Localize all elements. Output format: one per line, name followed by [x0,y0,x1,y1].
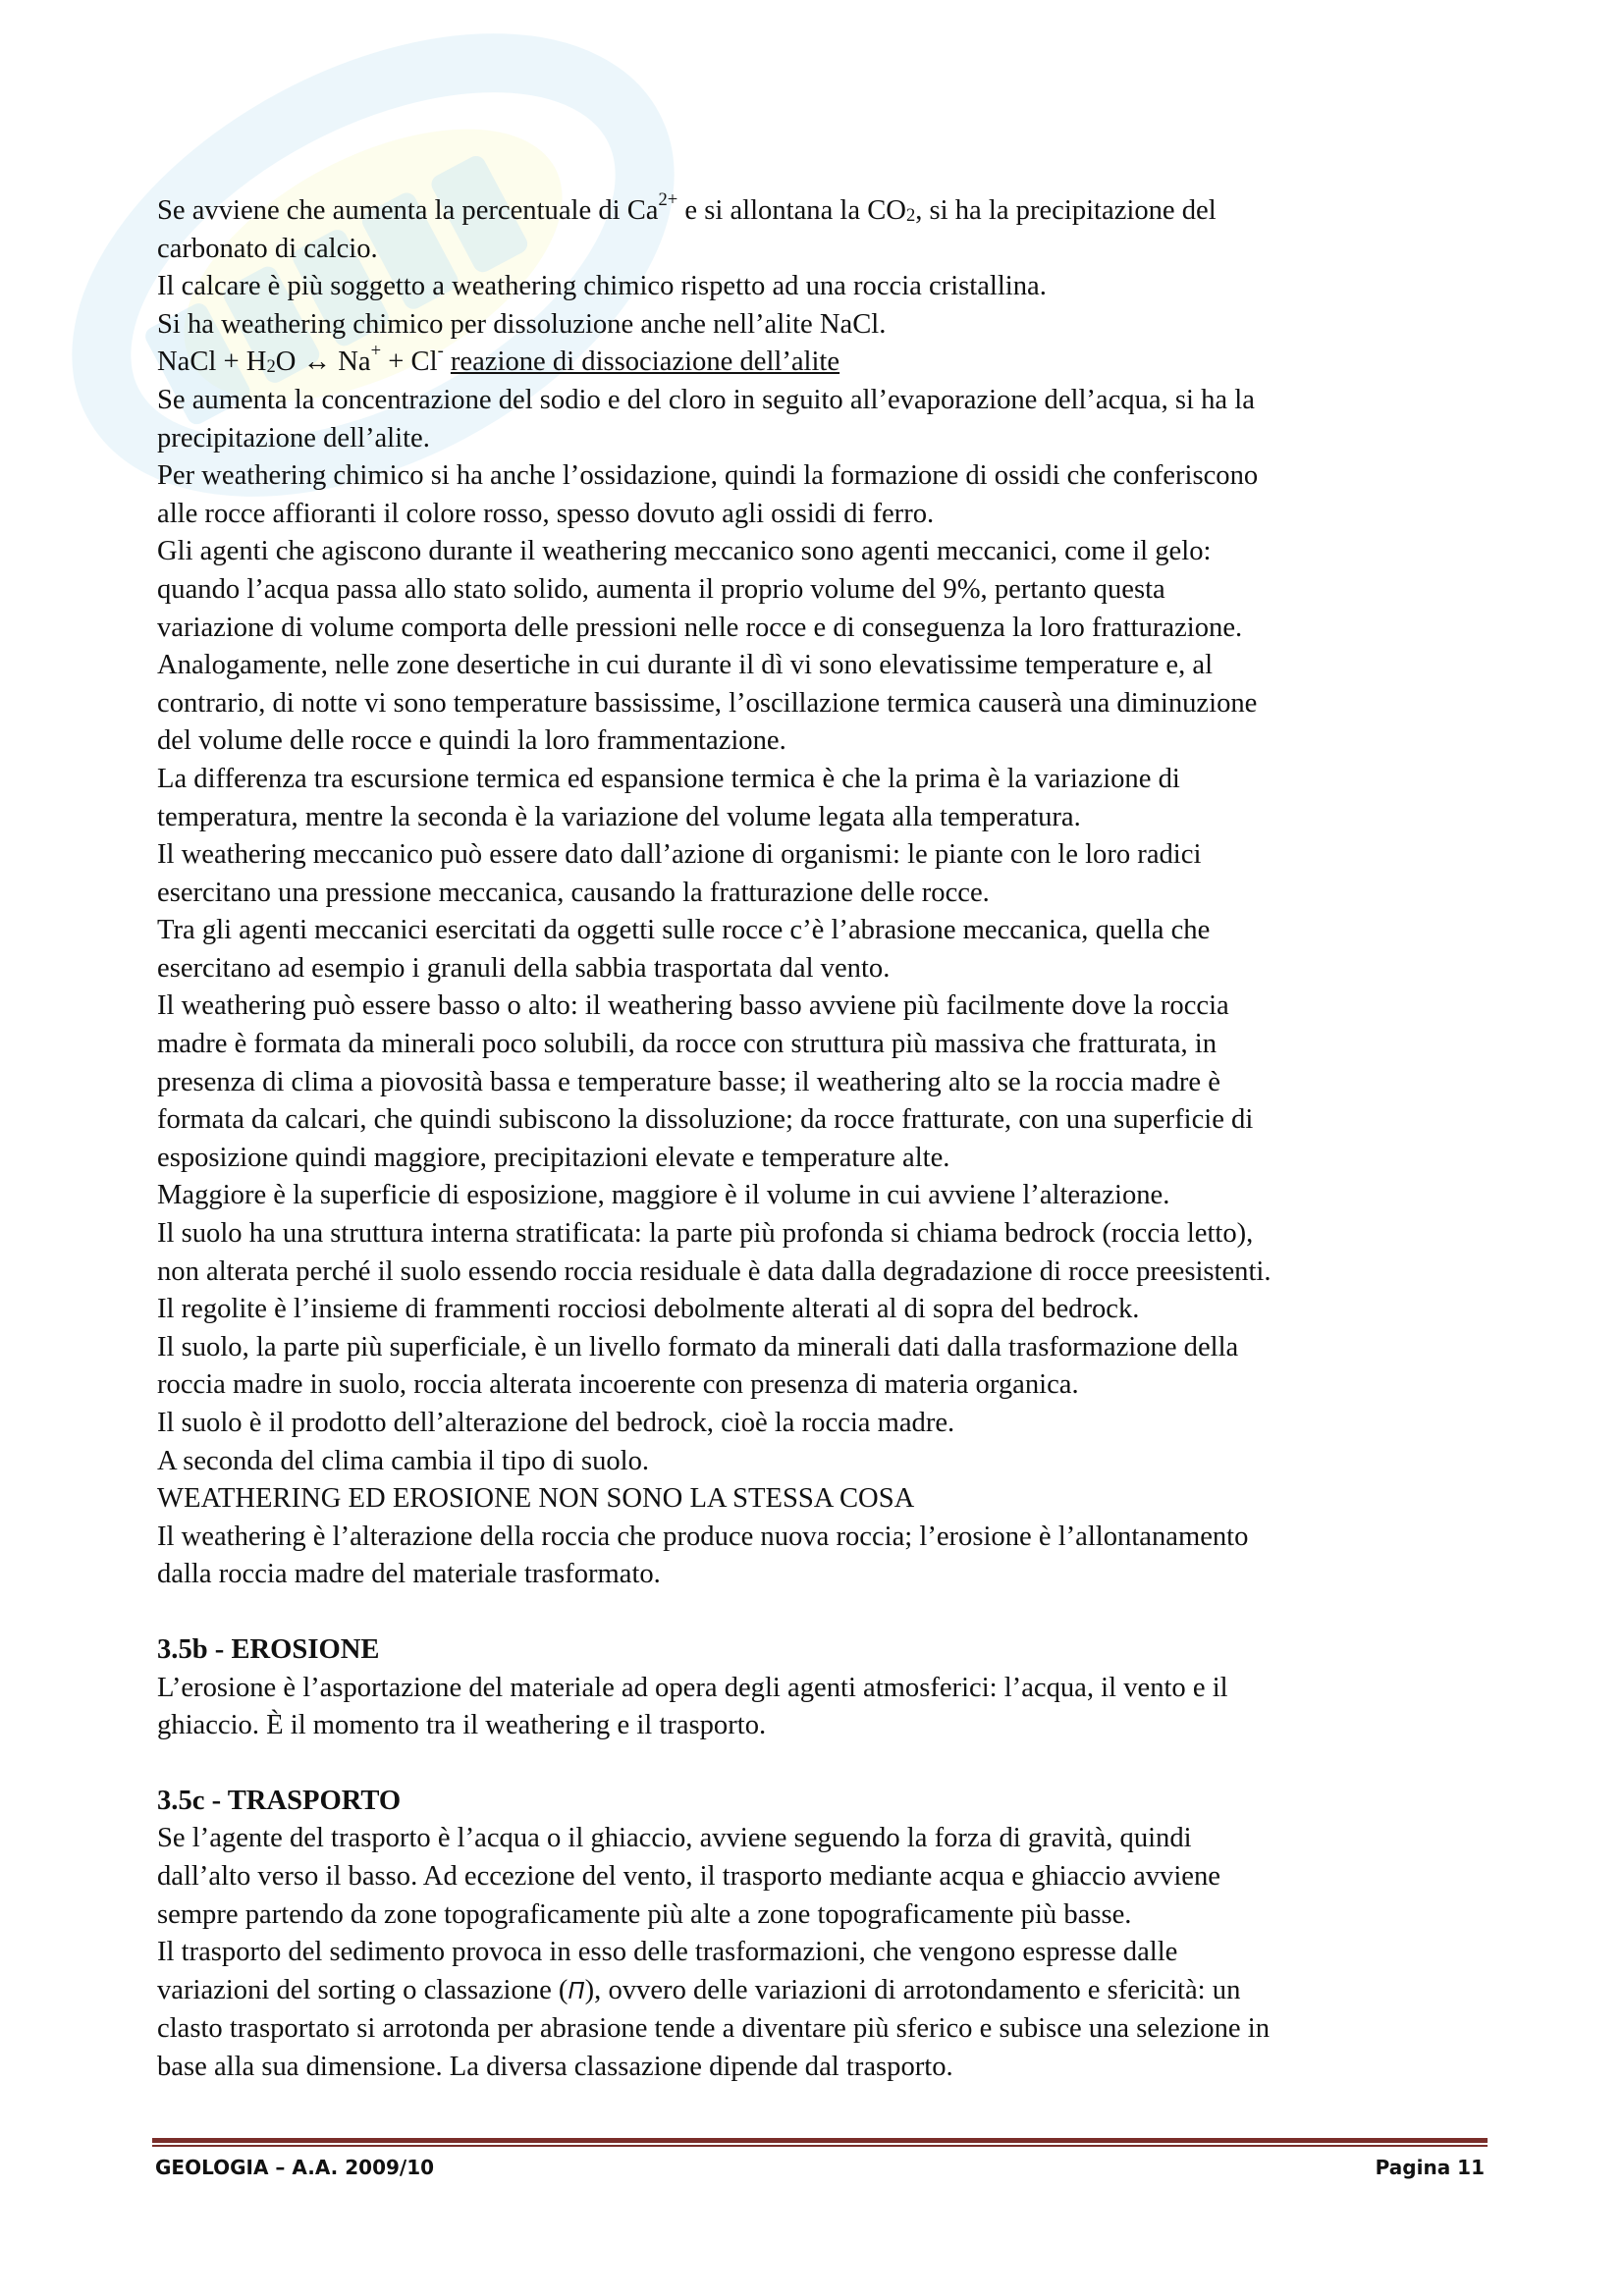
text-line [157,761,1492,799]
erosione-line-2: ghiaccio. È il momento tra il weathering e il trasporto. [157,1710,767,1741]
text-line [157,950,1492,988]
text-line [157,1101,1492,1140]
text-line [157,685,1492,723]
text-run: Per weathering chimico si ha anche l’ossidazione, quindi la formazione di ossidi che conferiscono [157,460,1259,492]
text-run: Il suolo è il prodotto dell’alterazione del bedrock, cioè la roccia madre. [157,1408,955,1438]
text-run: del volume delle rocce e quindi la loro frammentazione. [157,725,786,757]
text-line [157,533,1492,571]
trasporto-line-5-before: variazioni del sorting o classazione ( [157,1974,568,2005]
superscript: 2+ [658,189,678,211]
trasporto-line-3: sempre partendo da zone topograficamente più alte a zone topograficamente più basse. [157,1898,1132,1930]
text-run: Analogamente, nelle zone desertiche in cui durante il dì vi sono elevatissime temperature e, al [157,650,1214,681]
text-run: presenza di clima a piovosità bassa e temperature basse; il weathering alto se la roccia madre è [157,1066,1220,1097]
text-run: Il regolite è l’insieme di frammenti rocciosi debolmente alterati al di sopra del bedrock. [157,1294,1140,1325]
text-line [157,1556,1492,1594]
erosione-line-1: L’erosione è l’asportazione del materiale ad opera degli agenti atmosferici: l’acqua, il vento e il [157,1672,1228,1703]
text-run: Gli agenti che agiscono durante il weathering meccanico sono agenti meccanici, come il gelo: [157,536,1212,567]
text-line [157,1405,1492,1443]
text-run [444,347,451,377]
document-body [157,189,1492,2087]
footer-rule-thin [152,2145,1488,2147]
text-run: Il suolo, la parte più superficiale, è un livello formato da minerali dati dalla trasformazione della [157,1331,1239,1362]
text-line [157,571,1492,610]
text-line [157,1254,1492,1292]
text-run: Il weathering meccanico può essere dato dall’azione di organismi: le piante con le loro radici [157,839,1202,871]
footer-course: GEOLOGIA – A.A. 2009/10 [155,2156,435,2179]
superscript: + [370,341,382,362]
text-line [157,306,1492,345]
text-run: + Cl [381,347,438,378]
text-line [157,988,1492,1026]
text-run: non alterata perché il suolo essendo roccia residuale è data dalla degradazione di rocce preesistenti. [157,1255,1272,1287]
text-run: O ↔ Na [275,347,371,378]
text-line [157,382,1492,420]
text-run: temperatura, mentre la seconda è la variazione del volume legata alla temperatura. [157,801,1081,832]
text-run: Si ha weathering chimico per dissoluzione anche nell’alite NaCl. [157,308,887,340]
text-line [157,1329,1492,1367]
page-footer [155,2156,1485,2179]
text-run: e si allontana la CO [677,195,906,226]
text-run: Se aumenta la concentrazione del sodio e del cloro in seguito all’evaporazione dell’acqua, si ha la [157,384,1255,415]
text-line [157,231,1492,269]
heading-erosione: 3.5b - EROSIONE [157,1633,380,1665]
superscript: - [437,341,444,362]
text-run: Se avviene che aumenta la percentuale di Ca [157,195,659,226]
underlined-text: reazione di dissociazione dell’alite [450,347,840,378]
text-run: Il suolo ha una struttura interna stratificata: la parte più profonda si chiama bedrock (roccia letto), [157,1218,1254,1250]
paragraphs-block [157,189,1492,1594]
text-run: esercitano ad esempio i granuli della sabbia trasportata dal vento. [157,952,891,984]
text-run: contrario, di notte vi sono temperature bassissime, l’oscillazione termica causerà una diminuzione [157,687,1258,719]
text-line [157,1480,1492,1519]
text-run: roccia madre in suolo, roccia alterata incoerente con presenza di materia organica. [157,1369,1079,1401]
subscript: 2 [905,204,916,226]
text-line [157,912,1492,950]
text-run: Tra gli agenti meccanici esercitati da oggetti sulle rocce c’è l’abrasione meccanica, quella che [157,915,1211,946]
footer-rule-thick [152,2138,1488,2143]
trasporto-line-1: Se l’agente del trasporto è l’acqua o il ghiaccio, avviene seguendo la forza di gravità, quindi [157,1823,1192,1854]
text-run: esercitano una pressione meccanica, causando la fratturazione delle rocce. [157,877,990,908]
text-run: formata da calcari, che quindi subiscono la dissoluzione; da rocce fratturate, con una superficie di [157,1104,1254,1136]
trasporto-line-2: dall’alto verso il basso. Ad eccezione del vento, il trasporto mediante acqua e ghiaccio avviene [157,1860,1220,1892]
text-line [157,1366,1492,1405]
text-line [157,189,1492,231]
text-line [157,1064,1492,1102]
pi-symbol: Π [568,1978,585,2004]
text-line [157,457,1492,496]
text-run: quando l’acqua passa allo stato solido, aumenta il proprio volume del 9%, pertanto questa [157,573,1165,605]
text-line [157,1026,1492,1064]
subscript: 2 [266,356,276,378]
text-run: , si ha la precipitazione del [915,195,1217,226]
text-line [157,1140,1492,1178]
text-run: NaCl + H [157,347,267,378]
text-run: esposizione quindi maggiore, precipitazioni elevate e temperature alte. [157,1142,950,1173]
text-run: dalla roccia madre del materiale trasformato. [157,1559,661,1590]
text-line [157,496,1492,534]
text-run: WEATHERING ED EROSIONE NON SONO LA STESSA COSA [157,1483,915,1515]
text-line [157,1177,1492,1215]
text-run: Maggiore è la superficie di esposizione, maggiore è il volume in cui avviene l’alterazione. [157,1180,1170,1211]
text-line [157,875,1492,913]
text-run: variazione di volume comporta delle pressioni nelle rocce e di conseguenza la loro fratturazione. [157,612,1243,643]
text-run: A seconda del clima cambia il tipo di suolo. [157,1445,650,1476]
trasporto-line-6: clasto trasportato si arrotonda per abrasione tende a diventare più sferico e subisce una selezione in [157,2013,1270,2045]
text-line [157,341,1492,382]
text-run: Il weathering può essere basso o alto: il weathering basso avviene più facilmente dove la roccia [157,990,1229,1022]
text-line [157,1443,1492,1481]
text-run: madre è formata da minerali poco solubili, da rocce con struttura più massiva che fratturata, in [157,1029,1218,1060]
text-line [157,610,1492,648]
text-line [157,420,1492,458]
text-line [157,647,1492,685]
trasporto-line-4: Il trasporto del sedimento provoca in esso delle trasformazioni, che vengono espresse dalle [157,1937,1178,1968]
trasporto-line-5 [157,1972,1492,2011]
text-line [157,268,1492,306]
text-line [157,799,1492,837]
heading-trasporto: 3.5c - TRASPORTO [157,1785,402,1816]
text-run: carbonato di calcio. [157,233,378,264]
text-line [157,836,1492,875]
text-run: alle rocce affioranti il colore rosso, spesso dovuto agli ossidi di ferro. [157,498,935,529]
text-run: Il calcare è più soggetto a weathering chimico rispetto ad una roccia cristallina. [157,271,1047,302]
text-line [157,1291,1492,1329]
text-line [157,1519,1492,1557]
text-run: Il weathering è l’alterazione della roccia che produce nuova roccia; l’erosione è l’allontanamento [157,1521,1249,1552]
text-line [157,1215,1492,1254]
text-run: La differenza tra escursione termica ed espansione termica è che la prima è la variazione di [157,763,1180,794]
trasporto-line-7: base alla sua dimensione. La diversa classazione dipende dal trasporto. [157,2051,953,2082]
footer-page-number: Pagina 11 [1375,2156,1485,2179]
text-line [157,722,1492,761]
text-run: precipitazione dell’alite. [157,422,430,454]
trasporto-line-5-after: ), ovvero delle variazioni di arrotondamento e sfericità: un [584,1974,1241,2005]
